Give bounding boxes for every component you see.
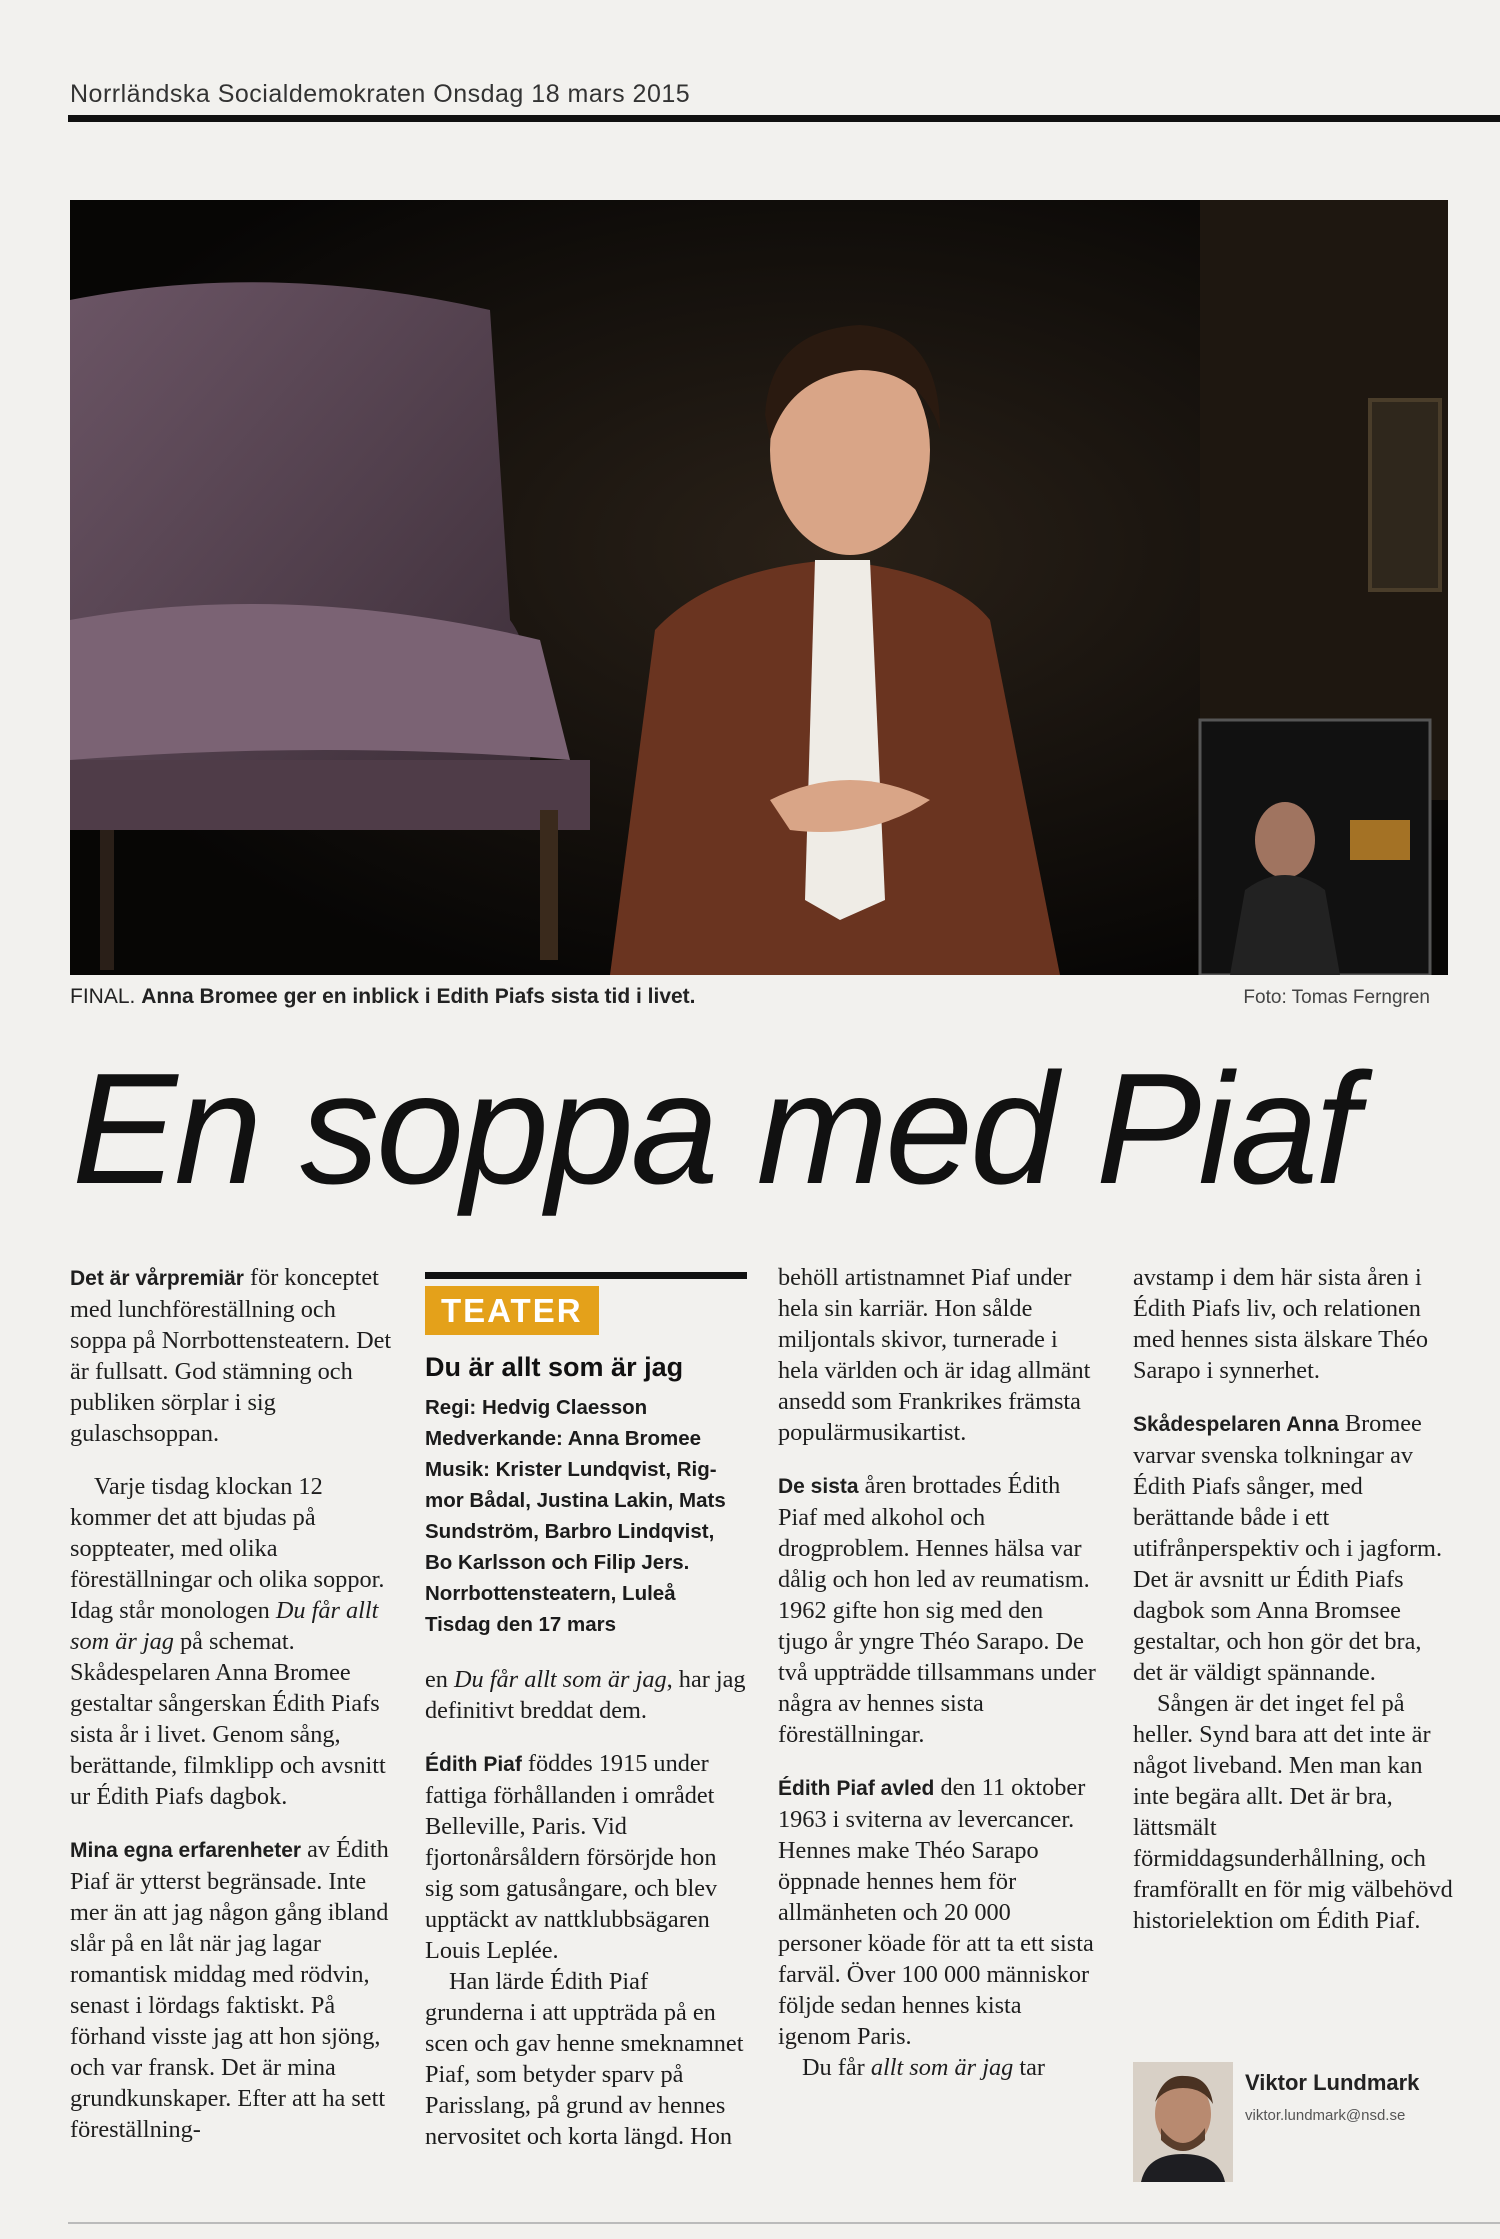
lead-in: De sista xyxy=(778,1475,859,1498)
show-title: Du får allt som är jag xyxy=(70,1597,379,1655)
masthead-rule xyxy=(68,115,1500,122)
caption-prefix: FINAL. xyxy=(70,985,136,1008)
body-text: på schemat. Skådespelaren Anna Bromee gestaltar sångerskan Édith Piafs sista år i livet. Genom sång, berättande, filmklipp och avsnitt ur Édith Piafs dagbok. xyxy=(70,1628,386,1810)
article-column-1 xyxy=(70,1262,392,2167)
article-column-3 xyxy=(778,1262,1098,2105)
show-title: allt som är jag xyxy=(870,2054,1014,2081)
factbox-line: Norrbottensteatern, Luleå xyxy=(425,1582,676,1605)
factbox-line: Tisdag den 17 mars xyxy=(425,1613,617,1636)
lead-in: Skådespelaren Anna xyxy=(1133,1413,1339,1436)
factbox-line: mor Bådal, Justina Lakin, Mats xyxy=(425,1489,726,1512)
body-text: avstamp i dem här sista åren i Édith Piafs liv, och relationen med hennes sista älskare Théo Sarapo i synnerhet. xyxy=(1133,1264,1429,1384)
body-text: åren brottades Édith Piaf med alkohol och drogproblem. Hennes hälsa var dålig och hon led av reumatism. 1962 gifte hon sig med den tjugo år yngre Théo Sarapo. De två uppträdde tillsammans under några av hennes sista föreställningar. xyxy=(778,1472,1096,1748)
lead-in: Det är vårpremiär xyxy=(70,1267,244,1290)
show-title: Du får allt som är jag xyxy=(454,1666,667,1693)
body-text: Han lärde Édith Piaf grunderna i att uppträda på en scen och gav henne smeknamnet Piaf, som betyder sparv på Parisslang, på grund av hennes nervositet och korta längd. Hon xyxy=(425,1968,744,2150)
body-text: Bromee varvar svenska tolkningar av Édith Piafs sånger, med berättande både i ett utifrånperspektiv och i jagform. Det är avsnitt ur Édith Piafs dagbok som Anna Bromsee gestaltar, och hon gör det bra, det är väldigt spännande. xyxy=(1133,1410,1443,1686)
body-text: av Édith Piaf är ytterst begränsade. Inte mer än att jag någon gång ibland slår på en låt när jag lagar romantisk middag med rödvin, senast i lördags faktiskt. På förhand visste jag att hon sjöng, och var fransk. Det är mina grundkunskaper. Efter att ha sett föreställning- xyxy=(70,1836,389,2143)
photo-caption xyxy=(70,985,696,1009)
factbox-rule xyxy=(425,1272,747,1279)
body-text: för konceptet med lunchföreställning och soppa på Norrbottensteatern. Det är fullsatt. God stämning och publiken sörplar i sig gulaschsoppan. xyxy=(70,1264,392,1447)
factbox-line: Medverkande: Anna Bromee xyxy=(425,1427,702,1450)
author-name: Viktor Lundmark xyxy=(1245,2070,1420,2095)
factbox-credits xyxy=(425,1392,755,1640)
body-text: föddes 1915 under fattiga förhållanden i området Belleville, Paris. Vid fjortonårsåldern försörjde hon sig som gatusångare, och blev upptäckt av nattklubbsägaren Louis Leplée. xyxy=(425,1750,718,1964)
factbox-line: Bo Karlsson och Filip Jers. xyxy=(425,1551,690,1574)
lead-in: Édith Piaf avled xyxy=(778,1777,935,1800)
body-text: behöll artistnamnet Piaf under hela sin karriär. Hon sålde miljontals skivor, turnerade i hela världen och är idag allmänt ansedd som Frankrikes främsta populärmusikartist. xyxy=(778,1264,1091,1446)
body-text: tar xyxy=(1013,2054,1045,2081)
headline: En soppa med Piaf xyxy=(72,1041,1357,1217)
author-email[interactable]: viktor.lundmark@nsd.se xyxy=(1245,2107,1406,2124)
masthead: Norrländska Socialdemokraten Onsdag 18 mars 2015 xyxy=(70,80,691,108)
factbox-title: Du är allt som är jag xyxy=(425,1352,684,1382)
lead-in: Édith Piaf xyxy=(425,1753,522,1776)
body-text: en xyxy=(425,1666,455,1693)
body-text: Varje tisdag klockan 12 kommer det att bjudas på soppteater, med olika föreställningar och olika soppor. Idag står monologen xyxy=(70,1473,385,1624)
body-text: , har jag definitivt breddat dem. xyxy=(425,1666,746,1724)
bottom-rule xyxy=(68,2222,1500,2224)
stage-photo xyxy=(70,200,1448,975)
photo-credit: Foto: Tomas Ferngren xyxy=(1243,987,1430,1008)
body-text: Sången är det inget fel på heller. Synd bara att det inte är något liveband. Men man kan inte begära allt. Det är bra, lättsmält förmiddagsunderhållning, och framförallt en för mig välbehövd historielektion om Édith Piaf. xyxy=(1133,1690,1453,1934)
factbox-line: Regi: Hedvig Claesson xyxy=(425,1396,648,1419)
author-photo xyxy=(1133,2062,1233,2182)
caption-text: Anna Bromee ger en inblick i Edith Piafs sista tid i livet. xyxy=(141,985,696,1008)
category-badge: TEATER xyxy=(425,1286,599,1335)
lead-in: Mina egna erfarenheter xyxy=(70,1839,302,1862)
article-column-2 xyxy=(425,1664,747,2174)
factbox-line: Musik: Krister Lundqvist, Rig- xyxy=(425,1458,717,1481)
body-text: den 11 oktober 1963 i sviterna av levercancer. Hennes make Théo Sarapo öppnade hennes hem för allmänheten och 20 000 personer köade för att ta ett sista farväl. Över 100 000 människor följde sedan hennes kista igenom Paris. xyxy=(778,1774,1094,2050)
article-column-4 xyxy=(1133,1262,1455,1958)
body-text: Du får xyxy=(802,2054,871,2081)
factbox-line: Sundström, Barbro Lindqvist, xyxy=(425,1520,715,1543)
